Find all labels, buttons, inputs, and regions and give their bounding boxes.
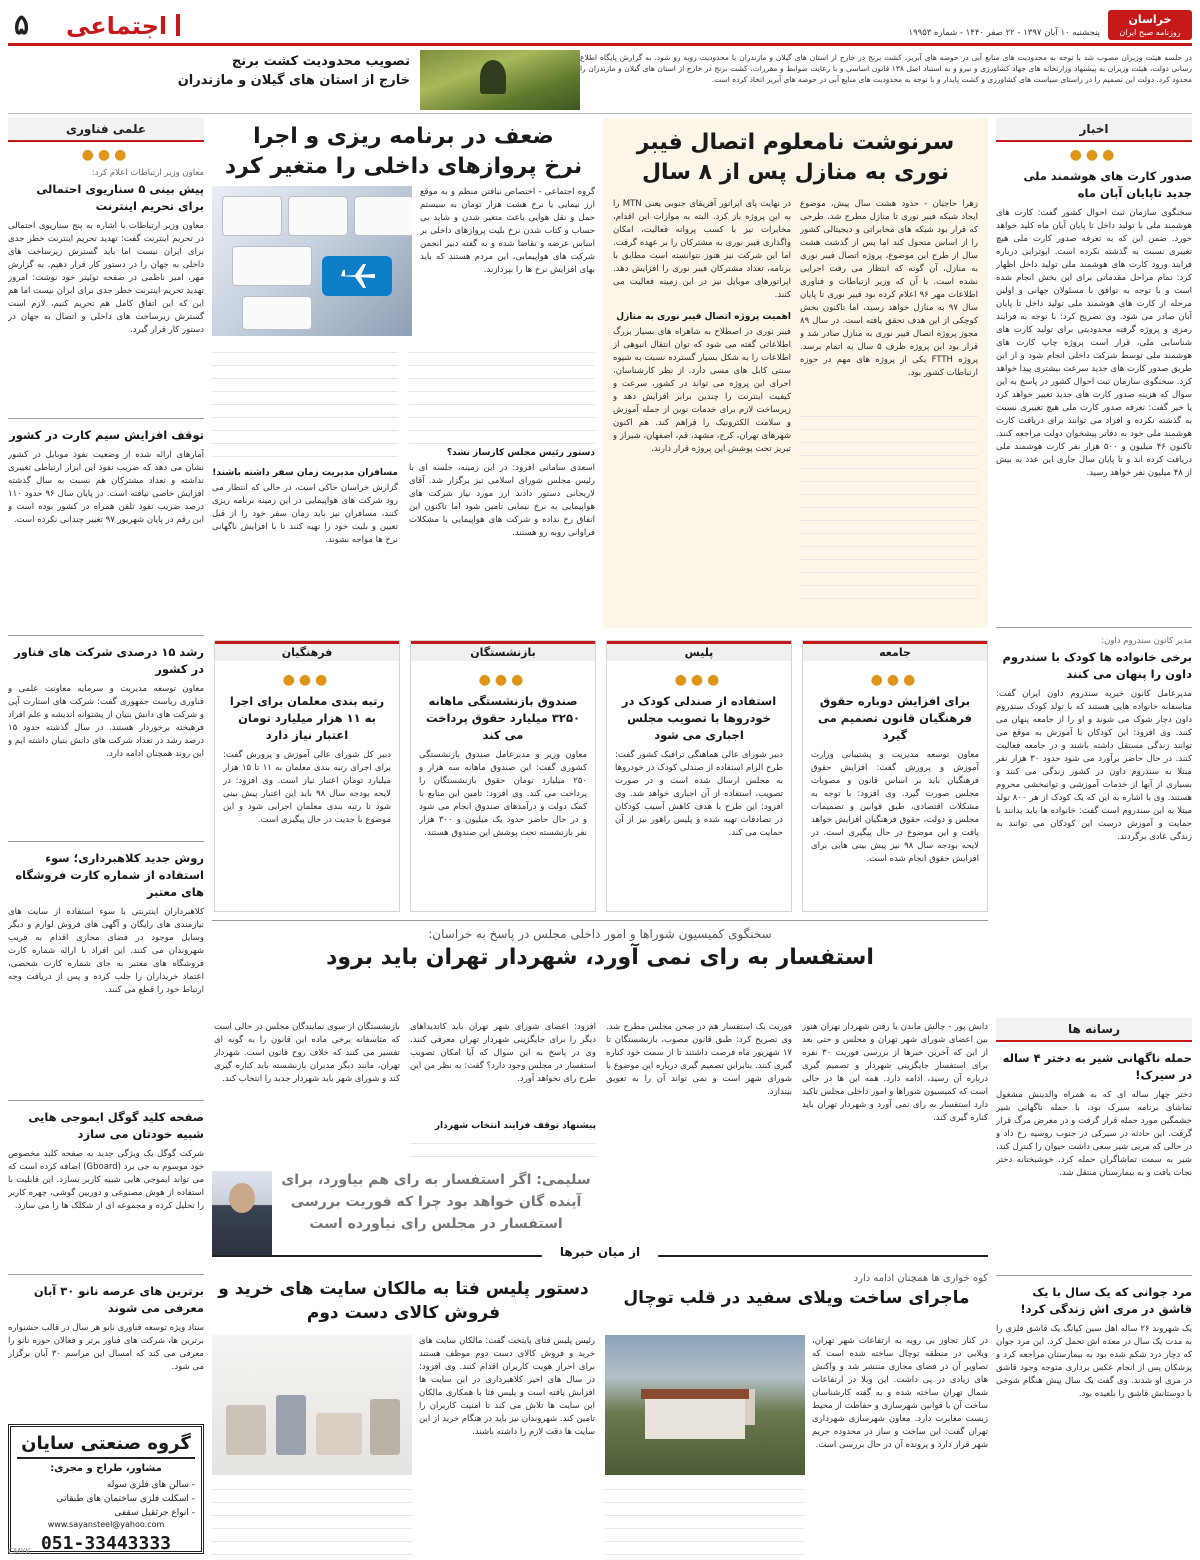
story-body: افزود: اعضای شورای شهر تهران باید کاندیداهای دیگر را برای جایگزینی شهردار تهران معرفی کنند. وی در پاسخ به این سوال که آیا امکان تصویب استفسار در مجلس وجود دارد؟ گفت: به نظر من این طرح رای نخواهد آورد. (410, 1022, 596, 1084)
flight-price-story (212, 118, 595, 628)
story-body-continued (409, 344, 595, 444)
column-header: علمی فناوری (8, 118, 204, 142)
story-body: آمارهای ارائه شده از وضعیت نفوذ موبایل در کشور نشان می دهد که ضریب نفوذ این ابزار ارتباطی تغییری نداشته و تعداد مشترکان هم نسبت به سال گذشته افزایش خاصی نیافته است. در پایان سال ۹۶ حدود ۱۱۰ درصد ضریب نفوذ تلفن همراه در کشور بوده است و این رقم در پایان شهریور ۹۷ تغییر چندانی نکرده است. (8, 450, 204, 525)
rice-news-title: تصویب محدودیت کشت برنج خارج از استان های گیلان و مازندران (177, 54, 410, 88)
story-title: روش جدید کلاهبرداری؛ سوء استفاده از شماره کارت فروشگاه های معتبر (15, 851, 204, 899)
tehran-mayor-story (212, 920, 988, 1250)
story-body: دبیر کل شورای عالی آموزش و پرورش گفت: برای اجرای رتبه بندی معلمان به ۱۱ تا ۱۵ هزار میلیارد تومان اعتبار نیاز است. وی افزود: در لایحه بودجه سال ۹۸ باید این اعتبار پیش بینی شود تا رتبه بندی معلمان اجرایی شود و این موضوع با جدیت در حال پیگیری است. (223, 750, 391, 825)
story-body-continued (212, 344, 398, 464)
divider (8, 1100, 204, 1101)
story-body: مدیرعامل کانون خیریه سندروم داون ایران گفت: متاسفانه خانواده هایی هستند که با تولد کودک سندروم داون دچار شوک می شوند و او را از جامعه پنهان می کنند. وی افزود: این کودکان با آموزش به موقع می توانند زندگی مستقل داشته باشند و در جامعه فعالیت کنند. در حال حاضر برآورد می شود حدود ۳۰ هزار نفر مبتلا به سندروم داون در کشور زندگی می کنند و بسیاری از آنها از خدمات آموزشی و توانبخشی محروم هستند. وی با اشاره به این که یک کودک از هر ۸۰۰ تولد مبتلا به این سندروم است گفت: خانواده ها باید بدانند با حمایت و آموزش درست این کودکان می توانند به زندگی عادی برگردند. (996, 689, 1192, 842)
masthead (8, 6, 1192, 46)
box-header: بازنشستگان (411, 641, 595, 661)
story-body: در نهایت پای اپراتور آفریقای جنوبی یعنی MTN را به این پروژه باز کرد. البته به موازات این اقدام، مخابرات نیز با کسب پروانه فعالیت، امکان واگذاری فیبر نوری به مشترکان را بر عهده گرفت. اما این شرکت نیز هنوز نتوانسته است مطابق با برنامه، تعداد مشترکان فیبر نوری را افزایش دهد. اپراتورهای موبایل نیز در این زمینه فعالیت می کنند. (613, 199, 791, 300)
story-kicker: کوه خواری ها همچنان ادامه دارد (853, 1273, 988, 1284)
story-headline: دستور پلیس فتا به مالکان سایت های خرید و فروش کالای دست دوم (218, 1279, 589, 1323)
story-body: معاون وزیر و مدیرعامل صندوق بازنشستگی کشوری گفت: این صندوق ماهانه سه هزار و ۲۵۰ میلیارد تومان حقوق بازنشستگان را پرداخت می کند. وی افزود: تامین این منابع با کمک دولت و درآمدهای صندوق انجام می شود و در حال حاضر حدود یک میلیون و ۳۰۰ هزار نفر بازنشسته تحت پوشش این صندوق هستند. (419, 750, 587, 838)
story-subheading: دستور رئیس مجلس کارساز نشد؟ (446, 448, 595, 458)
rice-field-photo (420, 50, 580, 110)
story-headline: ضعف در برنامه ریزی و اجرا نرخ پروازهای داخلی را متغیر کرد (224, 124, 583, 179)
story-body: رئیس پلیس فتای پایتخت گفت: مالکان سایت های خرید و فروش کالای دست دوم موظف هستند برای احراز هویت کاربران اقدام کنند. وی افزود: در سال های اخیر کلاهبرداری در این سایت ها افزایش یافته است و پلیس فتا با همکاری مالکان این سایت ها تلاش می کند تا امنیت کاربران را تامین کند. شهروندان نیز باید در هنگام خرید از این سایت ها دقت لازم را داشته باشند. (419, 1336, 595, 1437)
story-body: معاون توسعه مدیریت و پشتیبانی وزارت آموزش و پرورش گفت: افزایش حقوق فرهنگیان باید بر اساس قانون و مصوبات مجلس صورت گیرد. وی افزود: با توجه به مشکلات اقتصادی، طبق قوانین و تصمیمات مجلس و دولت، حقوق فرهنگیان افزایش خواهد یافت و این موضوع در حال پیگیری است. در لایحه بودجه سال ۹۸ نیز پیش بینی هایی برای افزایش حقوق انجام شده است. (811, 750, 979, 864)
ornament-dots: ●●● (674, 672, 724, 688)
story-body: دختر چهار ساله ای که به همراه والدینش مشغول تماشای برنامه سیرک بود، با حمله ناگهانی شیر خشمگین مورد حمله قرار گرفت و در معرض مرگ قرار گرفت. این حادثه در سیرکی در جنوب روسیه رخ داد و در حالی که مربی شیر سعی داشت حیوان را کنترل کند، شیر به سمت تماشاگران حمله کرد. خوشبختانه دختر نجات یافت و به بیمارستان منتقل شد. (996, 1090, 1192, 1178)
story-body: یک شهروند ۲۶ ساله اهل سین کیانگ یک قاشق فلزی را به مدت یک سال در معده اش تحمل کرد. این مرد جوان که دچار درد شکم شده بود به بیمارستان مراجعه کرد و پزشکان پس از انجام عکس برداری متوجه وجود قاشق در مری او شدند. وی گفت یک سال پیش هنگام شوخی با دوستانش قاشق را بلعیده بود. (996, 1324, 1192, 1399)
kitchen-appliances-photo (212, 1335, 412, 1475)
police-box (606, 640, 792, 912)
story-body: دبیر شورای عالی هماهنگی ترافیک کشور گفت: طرح الزام استفاده از صندلی کودک در خودروها به مجلس ارسال شده است و در صورت تصویب، استفاده از آن اجباری خواهد شد. وی افزود: این طرح با هدف کاهش آسیب کودکان در تصادفات تهیه شده و پلیس راهور نیز از آن حمایت می کند. (615, 750, 783, 838)
ornament-dots: ●●● (870, 672, 920, 688)
story-body: شرکت گوگل یک ویژگی جدید به صفحه کلید مخصوص خود موسوم به جی برد (Gboard) اضافه کرده است که می تواند ایموجی هایی شبیه کاربر بسازد. این قابلیت با استفاده از هوش مصنوعی و دوربین گوشی، چهره کاربر را تحلیل کرده و مجموعه ای از شکلک ها را می سازد. (8, 1149, 204, 1211)
story-subheading: اهمیت پروژه اتصال فیبر نوری به منازل (616, 312, 791, 322)
story-body: بازنشستگان از سوی نمایندگان مجلس در حالی است که متاسفانه برخی ماده این قانون را به گونه ای تفسیر می کنند که خلاف روح قانون است. شهردار تهران، مانند دیگر مدیران بازنشسته باید کناره گیری کند و شورای شهر باید شهردار جدید را انتخاب کند. (214, 1022, 400, 1084)
divider (8, 635, 204, 636)
print-color-mark: CMYK (8, 1547, 31, 1556)
page-number: ۵ (14, 8, 30, 41)
story-title: صندوق بازنشستگی ماهانه ۳۲۵۰ میلیارد حقوق پرداخت می کند (426, 694, 580, 742)
story-column (800, 198, 978, 620)
issue-date: پنجشنبه ۱۰ آبان ۱۳۹۷ - ۲۲ صفر ۱۴۴۰ - شماره ۱۹۹۵۳ (908, 28, 1100, 38)
story-title: استفاده از صندلی کودک در خودروها با تصویب مجلس اجباری می شود (621, 694, 777, 742)
story-body: دانش پور - چالش ماندن یا رفتن شهردار تهران هنوز بین اعضای شورای شهر تهران و مجلس و حتی بعد از این که آخرین خبرها از بررسی فوریت ۳۰ نفره برای استفسار جایگزینی شهردار و تصمیم گیری درباره آن رسید، ادامه دارد. همه این ها در حالی است که کمیسیون شوراها و امور داخلی مجلس تاکید دارد استفسار به رای نمی آورد و شهردار تهران باید کناره گیری کند. (802, 1022, 988, 1123)
story-title: توقف افزایش سیم کارت در کشور (9, 428, 204, 442)
story-column (613, 198, 791, 620)
villa-story (605, 1273, 988, 1555)
story-body: گروه اجتماعی - اختصاص نیافتن منظم و به موقع ارز نیمایی یا نرخ هشت هزار تومان به سیستم حمل و نقل هوایی باعث متغیر شدن و شاید بی حساب و کتاب شدن نرخ بلیت پروازهای داخلی بر اساس عرضه و تقاضا شده و به گفته دبیر انجمن شرکت های هواپیمایی، این مردم هستند که باید بهای افزایش نرخ ها را بپردازند. (420, 187, 595, 275)
story-column (606, 1021, 792, 1250)
politician-portrait (212, 1171, 272, 1255)
ornament-dots: ●●● (81, 147, 131, 163)
teachers-box (214, 640, 400, 912)
cyber-police-story (212, 1273, 595, 1555)
bottom-news (212, 1245, 988, 1555)
story-body-continued (212, 1481, 412, 1555)
box-header: پلیس (607, 641, 791, 661)
column-header: رسانه ها (996, 1018, 1192, 1042)
story-title: مرد جوانی که یک سال با یک قاشق در مری اش زندگی کرد! (1020, 1285, 1192, 1316)
divider (8, 1274, 204, 1275)
story-subheading: پیشنهاد توقف فرایند انتخاب شهردار (434, 1121, 596, 1131)
keyboard-plane-photo (212, 186, 412, 336)
story-title: رتبه بندی معلمان برای اجرا به ۱۱ هزار میلیارد تومان اعتبار نیاز دارد (229, 694, 385, 742)
story-kicker: مدیر کانون سندروم داون: (1101, 636, 1192, 646)
story-body: کلاهبرداران اینترنتی با سوء استفاده از سایت های نیازمندی های رایگان و آگهی های فروش لوازم و دیگر وسایل موجود در فضای مجازی اقدام به فریب شهروندان می کنند. این افراد با ارائه شماره کارت فروشگاه های معتبر به جای شماره کارت شخصی، اعتماد خریداران را جلب کرده و پس از دریافت وجه ارتباط خود را قطع می کنند. (8, 907, 204, 995)
sayan-advertisement[interactable] (8, 1424, 204, 1554)
news-column (996, 118, 1192, 1473)
story-body: معاون وزیر ارتباطات با اشاره به پنج سناریوی احتمالی در تحریم اینترنت گفت: تهدید تحریم اینترنت خطر جدی برای ایران نیست اما باید گسترش زیرساخت های داخلی به جهان را در دستور کار قرار دهیم. به گزارش مهر، امیر ناظمی در صفحه توئیتر خود نوشت: امروز تهدید تحریم اینترنت خطر جدی برای ایران نیست اما هم این که این اتفاق کامل هم تحریم کنیم، لازم است گسترش زیرساخت های داخلی و اتصال به جهان در دستور کار قرار گیرد. (8, 221, 204, 335)
divider (8, 841, 204, 842)
story-columns (613, 198, 978, 620)
ad-phone[interactable]: 051-33443333 (40, 1533, 172, 1554)
villa-photo (605, 1335, 805, 1475)
story-title: برخی خانواده ها کودک با سندروم داون را پنهان می کنند (1002, 650, 1192, 681)
rice-news-strip (8, 50, 1192, 114)
ad-email[interactable]: www.sayansteel@yahoo.com (47, 1520, 165, 1529)
story-body: سخنگوی سازمان ثبت احوال کشور گفت: کارت های هوشمند ملی با تولید داخل تا پایان آبان ماه کلید خواهد خورد. ضمن این که به تعرفه صدور کارت ملی هیچ تغییری نسبت به گذشته نکرده است. ابوترابی درباره فرایند ورود کارت های هوشمند ملی تولید داخل اظهار کرد: تمام مراحل مقدماتی برای این بخش انجام شده است و با توجه به توافق با مسئولان جهانی و اولین مرحله از کارت های هوشمند ملی تولید داخل تا پایان آبان صادر می شود. وی تصریح کرد: با توجه به فرایند رمزی و پروژه گرفته محدودیتی برای تولید کارت های شناسایی ملی، قرار است پروژه چاپ کارت های هوشمند ملی توسط شرکت داخلی انجام شود و از این طریق صدور کارت های جدید سرعت بیشتری پیدا خواهد کرد. سخنگوی سازمان ثبت احوال کشور در پاسخ به این سوال که هزینه صدور کارت های جدید تغییر خواهد کرد یا خیر گفت: تعرفه صدور کارت ملی هیچ تغییری نسبت به گذشته نکرده و افراد می توانند برای دریافت کارت هوشمند ملی خود به دفاتر پیشخوان دولت مراجعه کنند. تاکنون ۴۶ میلیون و ۵۰۰ هزار نفر کارت هوشمند ملی دریافت کرده اند و تا پایان سال جاری این عدد به بیش از ۴۸ میلیون نفر خواهد رسید. (996, 208, 1192, 478)
story-title: برای افزایش دوباره حقوق فرهنگیان قانون تصمیم می گیرد (818, 694, 972, 742)
ornament-dots: ●●● (1069, 147, 1119, 163)
story-headline: استفسار به رای نمی آورد، شهردار تهران باید برود (326, 945, 874, 970)
divider (996, 1275, 1192, 1276)
divider (996, 627, 1192, 628)
rice-news-body: در جلسه هیئت وزیران مصوب شد با توجه به محدودیت های منابع آبی در حوضه های آبریز، کشت برنج در خارج از استان های گیلان و مازندران با محدودیت روبه رو شود. به گزارش پایگاه اطلاع رسانی دولت، هیئت وزیران به پیشنهاد وزارتخانه های جهاد کشاورزی و نیرو و به استناد اصل ۱۳۸ قانون اساسی و با رعایت ضوابط و مقررات، کشت برنج در خارج از استان های گیلان و مازندران را محدود کرد. دولت این تصمیم را در راستای سیاست های کشاورزی و کشت پایدار و با توجه به محدودیت های منابع آبی در حوضه های آبریز اتخاذ کرده است. (580, 53, 1193, 84)
story-body: گزارش خراسان حاکی است، در حالی که انتظار می رود شرکت های هواپیمایی در این زمینه برنامه ریزی کنند، مسافران نیز باید زمان سفر خود را از قبل تعیین و بلیت خود را تهیه کنند تا با افزایش ناگهانی نرخ ها مواجه نشوند. (212, 483, 398, 545)
ad-title: گروه صنعتی سایان (17, 1433, 195, 1459)
story-body: فیبر نوری در اصطلاح به شاهراه های بسیار بزرگ اطلاعاتی گفته می شود که توان انتقال انبوهی از اطلاعات را به شکل بسیار گسترده نسبت به شیوه سنتی کابل های مسی دارد. از نظر کارشناسان، اجرای این پروژه می تواند در کشور، سرعت و کیفیت اینترنت را چندین برابر افزایش دهد و زیرساخت لازم برای خدمات نوین از جمله آموزش و سلامت الکترونیک را فراهم کند. هم اکنون شهرهای تهران، کرج، مشهد، قم، اصفهان، شیراز و تبریز تحت پوشش این پروژه قرار دارند. (613, 327, 791, 454)
section-label: از میان خبرها (542, 1245, 658, 1259)
ad-services: - سالن های فلزی سوله - اسکلت فلزی ساختمان های طبقاتی - انواع جرثقیل سقفی (56, 1480, 195, 1518)
short-news-band (212, 640, 988, 912)
newspaper-logo: خراسان روزنامه صبح ایران (1108, 10, 1192, 40)
story-columns (212, 1021, 988, 1250)
story-headline: ماجرای ساخت ویلای سفید در قلب توچال (623, 1288, 970, 1308)
story-body: فوریت یک استفسار هم در صحن مجلس مطرح شد. وی تصریح کرد: طبق قانون مصوب، بازنشستگان تا ۱۷ شهریور ماه فرصت داشتند تا از سمت خود کناره گیری کنند. بنابراین تصمیم گیری درباره این موضوع با شورای شهر است و نمی تواند آن را به تعویق بیندازد. (606, 1022, 792, 1097)
airplane-icon (322, 256, 392, 296)
divider (8, 418, 204, 419)
story-title: صدور کارت های هوشمند ملی جدید تاپایان آبان ماه (1023, 169, 1192, 200)
story-body: اسعدی سامانی افزود: در این زمینه، جلسه ای با رئیس مجلس شورای اسلامی نیز برگزار شد. آقای لاریجانی دستور دادند ارز مورد نیاز شرکت های هواپیمایی به نرخ نیمایی تامین شود اما تاکنون این اتفاق رخ نداده و شرکت های هواپیمایی با مشکلات فراوانی روبه رو هستند. (409, 463, 595, 538)
society-box (802, 640, 988, 912)
story-title: حمله ناگهانی شیر به دختر ۴ ساله در سیرک! (1002, 1051, 1192, 1082)
story-body: معاون توسعه مدیریت و سرمایه معاونت علمی و فناوری ریاست جمهوری گفت: شرکت های استارت آپی و شرکت های دانش بنیان از پشتوانه اندیشه و علم افراد فرهیخته برخوردار هستند. در سال گذشته حدود ۱۵ درصد رشد در تعداد شرکت های دانش بنیان داشته ایم و این روند همچنان ادامه دارد. (8, 684, 204, 759)
story-title: پیش بینی ۵ سناریوی احتمالی برای تحریم اینترنت (36, 182, 204, 213)
story-title: برترین های عرصه نانو ۳۰ آبان معرفی می شوند (33, 1284, 204, 1315)
story-kicker: معاون وزیر ارتباطات اعلام کرد: (91, 168, 204, 178)
box-header: فرهنگیان (215, 641, 399, 661)
retirees-box (410, 640, 596, 912)
story-subheading: مسافران مدیریت زمان سفر داشته باشند! (212, 468, 398, 478)
story-column (420, 186, 595, 336)
story-headline: سرنوشت نامعلوم اتصال فیبر نوری به منازل پس از ۸ سال (636, 130, 955, 185)
story-column (212, 344, 398, 622)
story-body: در کنار تجاوز بی رویه به ارتفاعات شهر تهران، ویلایی در منطقه توچال ساخته شده است که تصاویر آن در فضای مجازی منتشر شد و واکنش های زیادی در پی داشت. این ویلا در ارتفاعات شمال تهران ساخته شده و به گفته کارشناسان ساخت آن با قوانین شهرسازی و حفاظت از محیط زیست مغایرت دارد. معاون شهرسازی شهرداری تهران گفت: این ساخت و ساز در محدوده حریم شهر قرار دارد و پرونده آن در حال بررسی است. (812, 1336, 988, 1450)
story-body-continued (410, 1135, 596, 1165)
pull-quote: سلیمی: اگر استفسار به رای هم بیاورد، برای آینده گان خواهد بود چرا که فوریت بررسی استفسار در مجلس رای نیاورده است (281, 1172, 591, 1232)
story-kicker: سخنگوی کمیسیون شوراها و امور داخلی مجلس در پاسخ به خراسان: (428, 927, 772, 941)
story-body: زهرا حاجیان - حدود هشت سال پیش، موضوع ایجاد شبکه فیبر نوری تا منازل مطرح شد. طرحی که قرار بود شبکه های مخابراتی و دیجیتالی کشور را از اساس متحول کند اما پس از گذشت هشت سال از طرح این موضوع، پروژه اتصال فیبر نوری به منازل، آن گونه که انتظار می رفت اجرایی نشده است. با آن که وزیر ارتباطات و فناوری اطلاعات مهر ۹۶ اعلام کرده بود فیبر نوری تا پایان سال ۹۷ به منازل خواهد رسید، اما تاکنون بخش کوچکی از این هدف تحقق یافته است. در سال ۸۹ مجوز پروژه اتصال فیبر نوری به منازل صادر شد و قرار بود این پروژه ظرف ۵ سال به اتمام برسد. پروژه FTTH یکی از پروژه های مهم در حوزه ارتباطات کشور بود. (800, 199, 978, 378)
ornament-dots: ●●● (282, 672, 332, 688)
story-title: رشد ۱۵ درصدی شرکت های فناور در کشور (14, 645, 204, 676)
story-body-continued (800, 408, 978, 608)
story-body: ستاد ویژه توسعه فناوری نانو هر سال در قالب جشنواره برترین ها، شرکت های فناور برتر و فعالان حوزه نانو را معرفی می کند که امسال این مراسم ۳۰ آبان برگزار می شود. (8, 1323, 204, 1372)
story-column (802, 1021, 988, 1250)
science-tech-column (8, 118, 204, 1388)
column-header: اخبار (996, 118, 1192, 142)
section-divider (176, 14, 180, 36)
section-title: اجتماعی (66, 12, 168, 40)
ad-subtitle: مشاور، طراح و مجری: (50, 1463, 162, 1474)
story-column (409, 344, 595, 622)
story-body-continued (605, 1481, 805, 1555)
ornament-dots: ●●● (478, 672, 528, 688)
fiber-optic-story (603, 118, 988, 628)
story-title: صفحه کلید گوگل ایموجی هایی شبیه خودتان می سازد (28, 1110, 204, 1141)
box-header: جامعه (803, 641, 987, 661)
